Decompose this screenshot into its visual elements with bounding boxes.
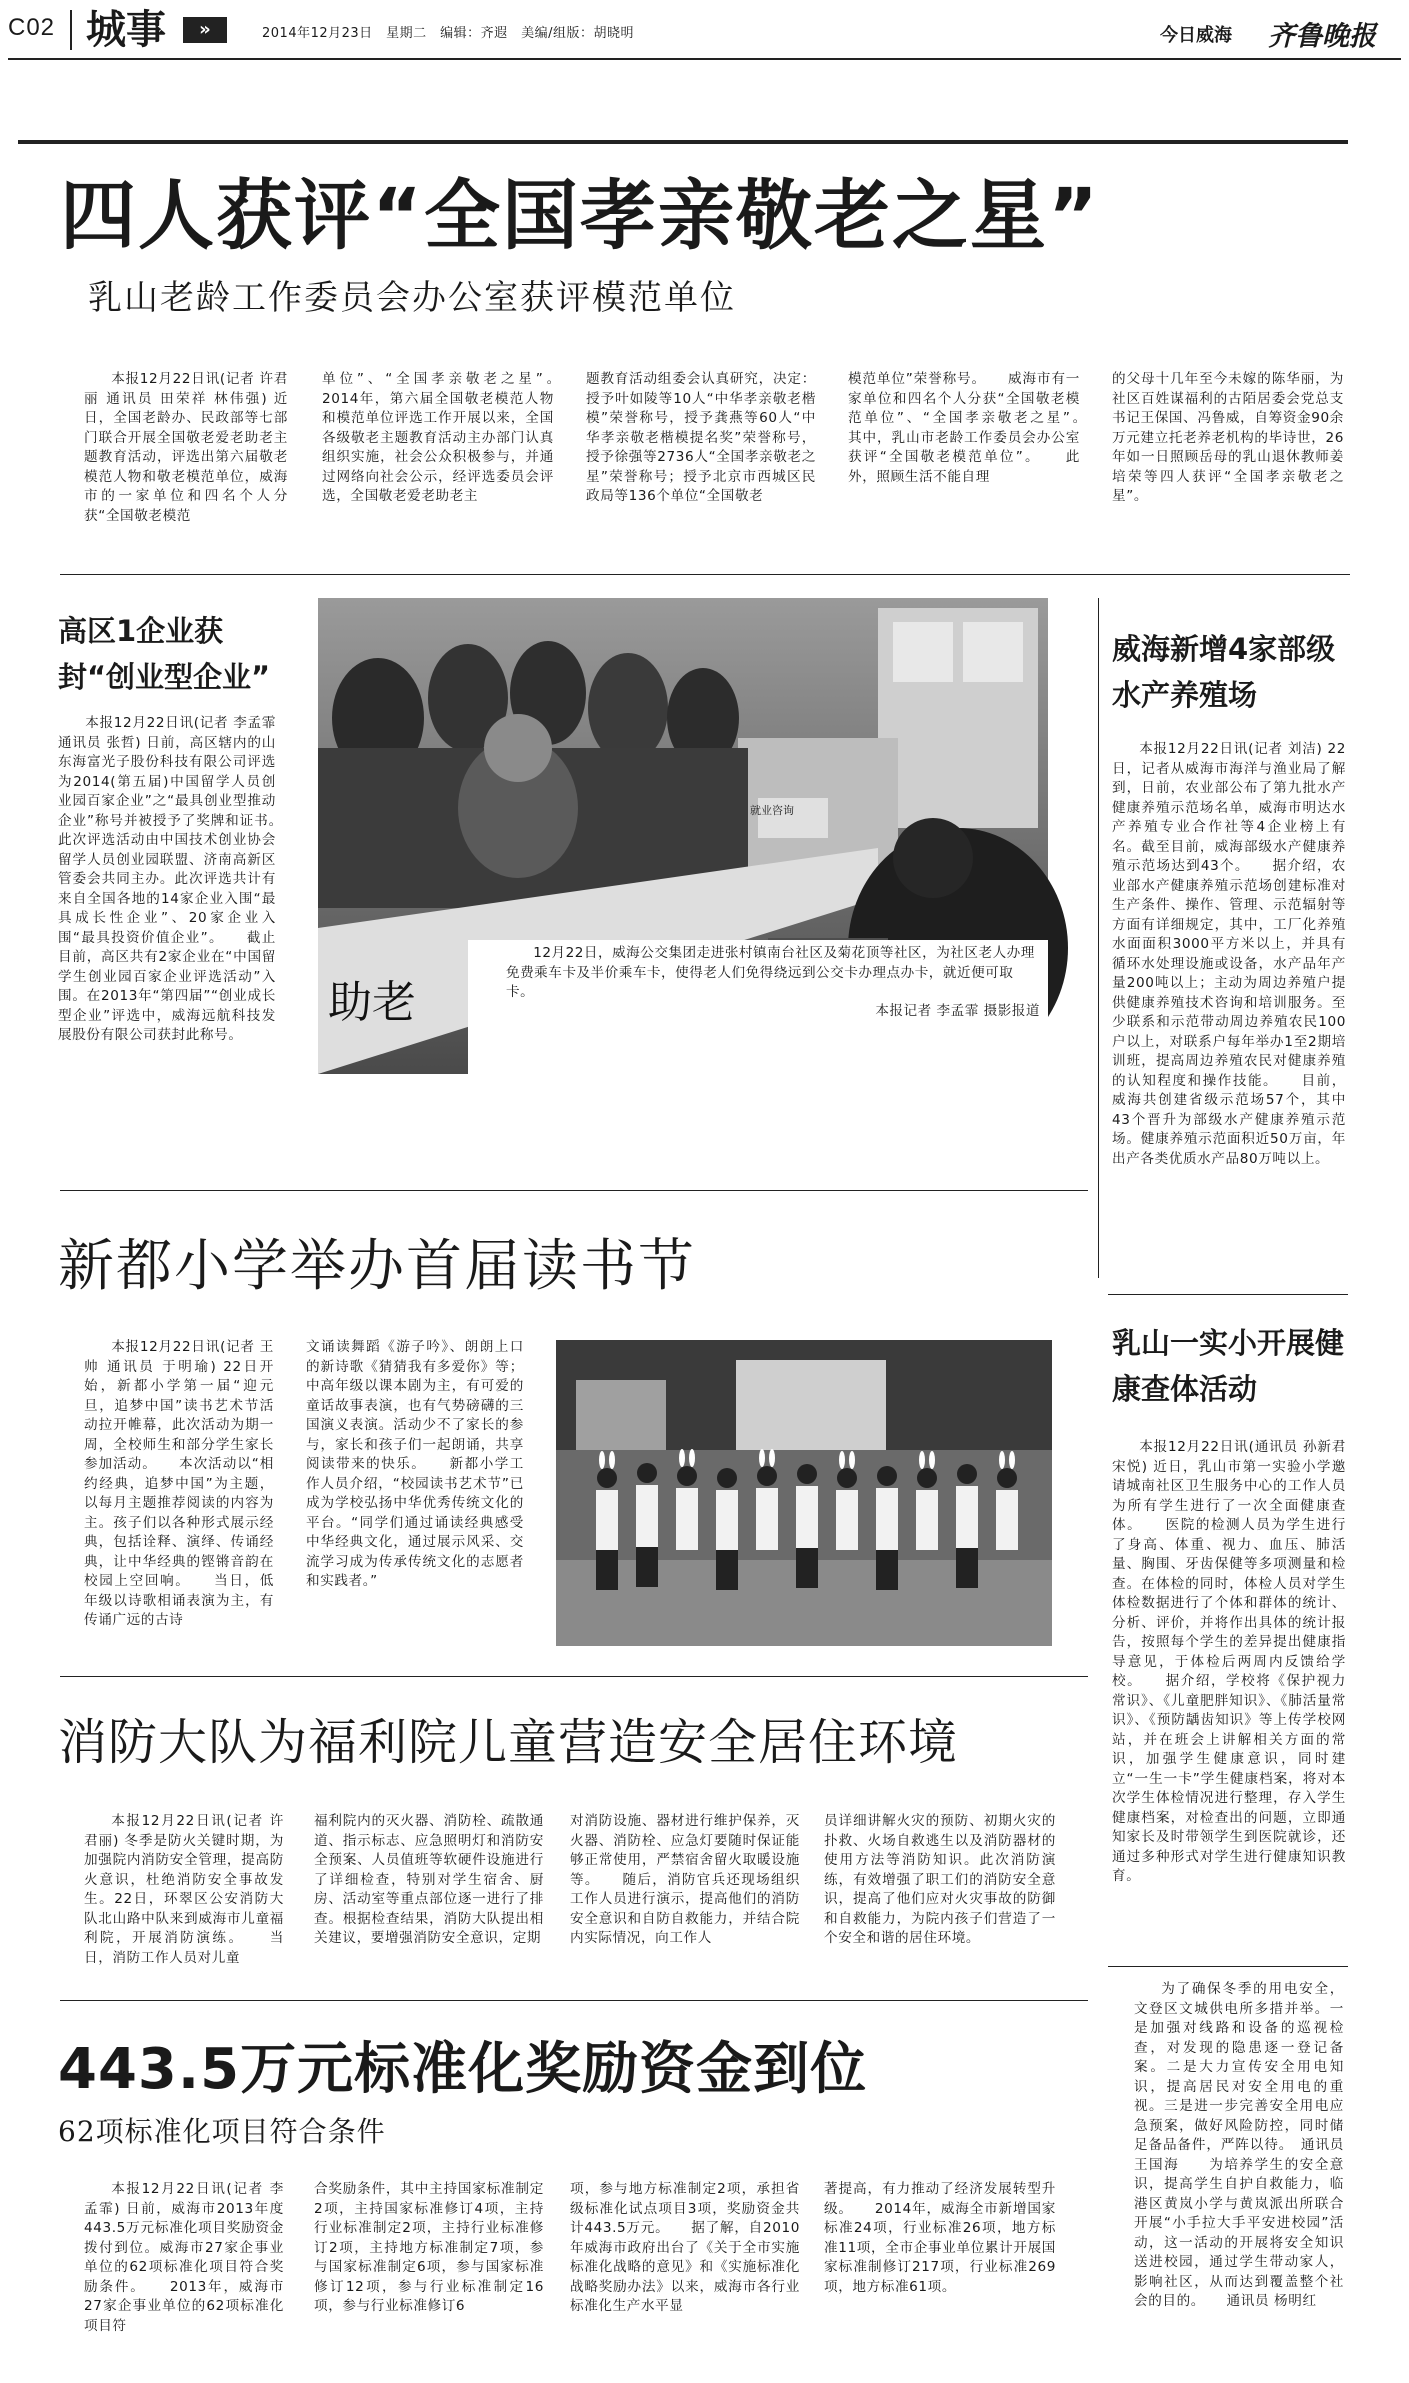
masthead-divider — [70, 10, 72, 50]
a3-headline: 威海新增4家部级水产养殖场 — [1112, 632, 1336, 712]
page-number: C02 — [8, 14, 56, 41]
a6-col-4: 员详细讲解火灾的预防、初期火灾的扑救、火场自救逃生以及消防器材的使用方法等消防知识。此次消防演练，有效增强了职工们的消防安全意识，提高了他们应对火灾事故的防御和自救能力，为院内孩子们营造了一个安全和谐的居住环境。 — [824, 1813, 1056, 1946]
photo-credit: 本报记者 李孟霏 摄影报道 — [875, 1003, 1040, 1019]
masthead-rule — [8, 58, 1401, 60]
photo-reading-festival — [556, 1340, 1052, 1646]
a6-top-rule — [60, 1676, 1088, 1677]
a8-col-1: 本报12月22日讯(记者 李孟霏) 日前，威海市2013年度443.5万元标准化项目奖励资金拨付到位。威海市27家企事业单位的62项标准化项目符合奖励条件。 2013年，威海市27家企事业单位的62项标准化项目符 — [84, 2181, 284, 2334]
a1-subheadline: 乳山老龄工作委员会办公室获评模范单位 — [88, 278, 736, 318]
a6-col-1: 本报12月22日讯(记者 许君丽) 冬季是防火关键时期，为加强院内消防安全管理，提高防火意识，杜绝消防安全事故发生。22日，环翠区公安消防大队北山路中队来到威海市儿童福利院，开展消防演练。 当日，消防工作人员对儿童 — [84, 1813, 284, 1966]
a4-col-2: 文诵读舞蹈《游子吟》、朗朗上口的新诗歌《猜猜我有多爱你》等；中高年级以课本剧为主，有可爱的童话故事表演，也有气势磅礴的三国演义表演。活动少不了家长的参与，家长和孩子们一起朗诵，共享阅读带来的快乐。 新都小学工作人员介绍，“校园读书艺术节”已成为学校弘扬中华优秀传统文化的平台。“同学们通过诵读经典感受中华经典文化，通过展示风采、交流学习成为传承传统文化的志愿者和实践者。” — [306, 1339, 524, 1589]
a8-col-4: 著提高，有力推动了经济发展转型升级。 2014年，威海全市新增国家标准24项，行业标准26项，地方标准11项，全市企事业单位累计开展国家标准制修订217项，行业标准269项，地方标准61项。 — [824, 2181, 1056, 2295]
a1-col-3: 题教育活动组委会认真研究，决定：授予叶如陵等10人“中华孝亲敬老楷模”荣誉称号，授予龚燕等60人“中华孝亲敬老楷模提名奖”荣誉称号，授予徐强等2736人“全国孝亲敬老之星”荣誉称号；授予北京市西城区民政局等136个单位“全国敬老 — [586, 371, 816, 504]
a7-body: 为了确保冬季的用电安全，文登区文城供电所多措并举。一是加强对线路和设备的巡视检查，对发现的隐患逐一登记备案。二是大力宣传安全用电知识，提高居民对安全用电的重视。三是进一步完善安全用电应急预案，做好风险防控，同时储足备品备件，严阵以待。 通讯员 王国海 为培养学生的安全意识，提高学生自护自救能力，临港区黄岚小学与黄岚派出所联合开展“小手拉大手平安进校园”活动，这一活动的开展将安全知识送进校园，通过学生带动家人，影响社区，从而达到覆盖整个社会的目的。 通讯员 杨明红 — [1134, 1981, 1344, 2309]
a4-col-1: 本报12月22日讯(记者 王帅 通讯员 于明瑜) 22日开始，新都小学第一届“迎元旦，追梦中国”读书艺术节活动拉开帷幕，此次活动为期一周，全校师生和部分学生家长参加活动。 本次活动以“相约经典，追梦中国”为主题，以每月主题推荐阅读的内容为主。孩子们以各种形式展示经典，包括诠释、演绎、传诵经典，让中华经典的铿锵音韵在校园上空回响。 当日，低年级以诗歌相诵表演为主，有传诵广远的古诗 — [84, 1339, 274, 1628]
a2-body: 本报12月22日讯(记者 李孟霏 通讯员 张哲) 日前，高区辖内的山东海富光子股份科技有限公司评选为2014(第五届)中国留学人员创业园百家企业”之“最具创业型推动企业”称号并被授予了奖牌和证书。 此次评选活动由中国技术创业协会留学人员创业园联盟、济南高新区管委会共同主办。此次评选共计有来自全国各地的14家企业入围“最具成长性企业”、20家企业入围“最具投资价值企业”。 截止目前，高区共有2家企业在“中国留学生创业园百家企业评选活动”入围。在2013年“第四届”“创业成长型企业”评选中，威海远航科技发展股份有限公司获封此称号。 — [58, 715, 305, 1043]
a1-col-2: 单位”、“全国孝亲敬老之星”。 2014年，第六届全国敬老模范人物和模范单位评选工作开展以来，全国各级敬老主题教育活动主办部门认真组织实施，社会公众积极参与，并通过网络向社会公示，经评选委员会评选，全国敬老爱老助老主 — [322, 371, 583, 504]
issue-meta: 2014年12月23日 星期二 编辑：齐遐 美编/组版：胡晓明 — [262, 26, 635, 41]
a6-col-2: 福利院内的灭火器、消防栓、疏散通道、指示标志、应急照明灯和消防安全预案、人员值班等软硬件设施进行了详细检查，特别对学生宿舍、厨房、活动室等重点部位逐一进行了排查。根据检查结果，消防大队提出相关建议，要增强消防安全意识，定期 — [314, 1813, 544, 1946]
a1-col-1: 本报12月22日讯(记者 许君丽 通讯员 田荣祥 林伟强) 近日，全国老龄办、民政部等七部门联合开展全国敬老爱老助老主题教育活动，评选出第六届敬老模范人物和敬老模范单位，威海市的一家单位和四名个人分获“全国敬老模范 — [84, 371, 288, 524]
a8-subheadline: 62项标准化项目符合条件 — [58, 2115, 386, 2148]
a1-bottom-rule — [60, 574, 1350, 575]
paper-logo: 齐鲁晚报 — [1268, 21, 1376, 52]
a8-col-2: 合奖励条件，其中主持国家标准制定2项，主持国家标准修订4项，主持行业标准制定2项，主持行业标准修订2项，主持地方标准制定7项，参与国家标准制定6项，参与国家标准修订12项，参与行业标准制定16项，参与行业标准修订6 — [314, 2181, 544, 2314]
a6-headline: 消防大队为福利院儿童营造安全居住环境 — [58, 1714, 959, 1771]
photo-caption: 12月22日，威海公交集团走进张村镇南台社区及菊花顶等社区，为社区老人办理免费乘车卡及半价乘车卡，使得老人们免得绕远到公交卡办理点办卡，就近便可取卡。 — [506, 945, 1035, 1000]
a8-top-rule — [60, 2000, 1088, 2001]
a8-col-3: 项，参与地方标准制定2项，承担省级标准化试点项目3项，奖励资金共计443.5万元。 据了解，自2010年威海市政府出台了《关于全市实施标准化战略的意见》和《实施标准化战略奖励办法》以来，威海市各行业标准化生产水平显 — [570, 2181, 800, 2314]
top-thick-rule — [18, 140, 1348, 144]
photo-label: 助老 — [328, 977, 416, 1028]
a5-body: 本报12月22日讯(通讯员 孙新君 宋悦) 近日，乳山市第一实验小学邀请城南社区卫生服务中心的工作人员为所有学生进行了一次全面健康查体。 医院的检测人员为学生进行了身高、体重、视力、血压、肺活量、胸围、牙齿保健等多项测量和检查。在体检的同时，体检人员对学生体检数据进行了个体和群体的统计、分析、评价，并将作出具体的统计报告，按照每个学生的差异提出健康指导意见，于体检后两周内反馈给学校。 据介绍，学校将《保护视力常识》、《儿童肥胖知识》、《肺活量常识》、《预防龋齿知识》等上传学校网站，并在班会上讲解相关方面的常识，加强学生健康意识，同时建立“一生一卡”学生健康档案，将对本次学生体检情况进行整理，存入学生健康档案，对检查出的问题，立即通知家长及时带领学生到医院就诊，还通过多种形式对学生进行健康知识教育。 — [1112, 1439, 1346, 1884]
a3-body: 本报12月22日讯(记者 刘洁) 22日，记者从威海市海洋与渔业局了解到，日前，农业部公布了第九批水产健康养殖示范场名单，威海市明达水产养殖专业合作社等4企业榜上有名。截至目前，威海部级水产健康养殖示范场达到43个。 据介绍，农业部水产健康养殖示范场创建标准对生产条件、操作、管理、示范辐射等方面有详细规定，其中，工厂化养殖水面面积3000平方米以上，并具有循环水处理设施或设备，水产品年产量200吨以上；主动为周边养殖户提供健康养殖技术咨询和培训服务。至少联系和示范带动周边养殖农民100户以上，对联系户每年举办1至2期培训班，提高周边养殖农民对健康养殖的认知程度和操作技能。 目前，威海共创建省级示范场57个，其中43个晋升为部级水产健康养殖示范场。健康养殖示范面积近50万亩，年出产各类优质水产品80万吨以上。 — [1112, 741, 1346, 1167]
a4-top-rule — [60, 1190, 1088, 1191]
photo-sign: 就业咨询 — [750, 804, 794, 817]
a1-col-5: 的父母十几年至今未嫁的陈华丽，为社区百姓谋福利的古陌居委会党总支书记王保国、冯鲁威，自筹资金90余万元建立托老养老机构的毕诗世，26年如一日照顾岳母的乳山退休教师姜培荣等四人获评“全国孝亲敬老之星”。 — [1112, 371, 1344, 504]
right-col-divider — [1098, 598, 1099, 1278]
a7-top-rule — [1108, 1966, 1348, 1967]
a1-headline: 四人获评“全国孝亲敬老之星” — [60, 171, 1100, 260]
edition-name: 今日威海 — [1160, 25, 1232, 46]
a5-top-rule — [1108, 1294, 1348, 1295]
a1-col-4: 模范单位”荣誉称号。 威海市有一家单位和四名个人分获“全国敬老模范单位”、“全国孝亲敬老之星”。 其中，乳山市老龄工作委员会办公室获评“全国敬老模范单位”。 此外，照顾生活不能自理 — [848, 371, 1109, 485]
photo-children-illustration — [556, 1340, 1052, 1646]
a5-headline: 乳山一实小开展健康查体活动 — [1112, 1326, 1345, 1406]
a6-col-3: 对消防设施、器材进行维护保养，灭火器、消防栓、应急灯要随时保证能够正常使用，严禁宿舍留火取暖设施等。 随后，消防官兵还现场组织工作人员进行演示，提高他们的消防安全意识和自防自救能力，并结合院内实际情况，向工作人 — [570, 1813, 800, 1946]
a8-headline: 443.5万元标准化奖励资金到位 — [58, 2037, 868, 2102]
a4-headline: 新都小学举办首届读书节 — [58, 1234, 696, 1299]
a2-headline: 高区1企业获封“创业型企业” — [58, 614, 271, 694]
section-arrow-icon: » — [183, 17, 227, 43]
section-title: 城事 — [86, 7, 166, 53]
photo-bus-card-service — [318, 598, 1048, 1074]
